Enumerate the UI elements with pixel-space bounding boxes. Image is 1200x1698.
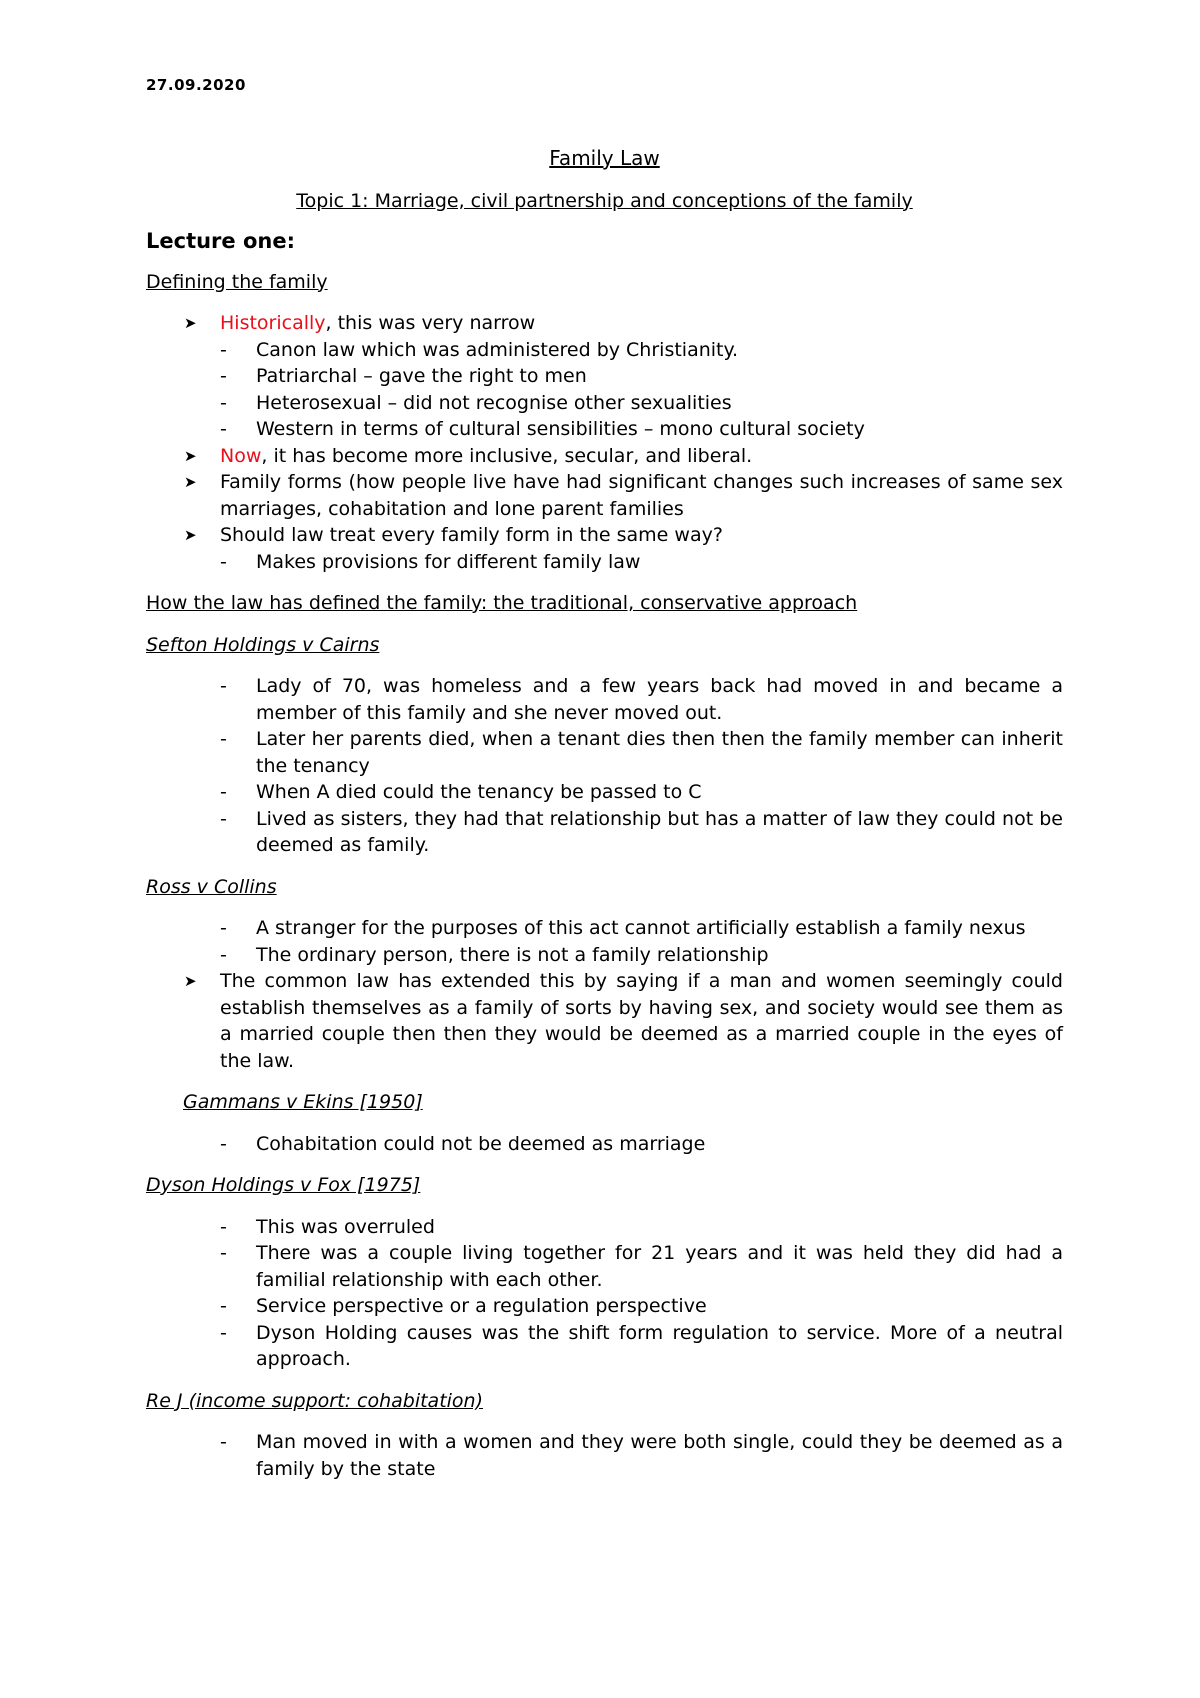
item-text: Later her parents died, when a tenant dies then then the family member can inherit the tenancy <box>256 728 1063 777</box>
dash-bullet-icon: - <box>220 1431 227 1453</box>
topic-subtitle: Topic 1: Marriage, civil partnership and conceptions of the family <box>296 189 913 212</box>
lecture-heading: Lecture one: <box>146 229 295 253</box>
case-title-re-j: Re J (income support: cohabitation) <box>146 1389 483 1412</box>
case-title-dyson: Dyson Holdings v Fox [1975] <box>146 1174 421 1196</box>
list-item <box>146 942 1063 969</box>
gammans-list <box>146 1131 1063 1158</box>
section-heading-traditional-approach: How the law has defined the family: the traditional, conservative approach <box>146 592 858 614</box>
list-item <box>146 726 1063 779</box>
dash-bullet-icon: - <box>220 550 227 573</box>
item-text: Heterosexual – did not recognise other sexualities <box>256 391 732 414</box>
list-item <box>146 310 1063 337</box>
section-heading-defining-family: Defining the family <box>146 270 328 293</box>
list-item <box>146 1240 1063 1293</box>
dash-bullet-icon: - <box>220 1132 227 1155</box>
item-text: Lady of 70, was homeless and a few years back had moved in and became a member of this family and she never moved out. <box>256 675 1063 724</box>
item-text: Family forms (how people live have had significant changes such increases of same sex marriages, cohabitation and lone parent families <box>220 471 1063 520</box>
ross-list <box>146 915 1063 1074</box>
item-text: The ordinary person, there is not a family relationship <box>256 943 769 966</box>
list-item <box>146 443 1063 470</box>
list-item <box>146 779 1063 806</box>
item-text: This was overruled <box>256 1215 435 1238</box>
list-item <box>146 1429 1063 1482</box>
list-item <box>146 522 1063 549</box>
highlight-text: Historically <box>220 312 326 334</box>
dash-bullet-icon: - <box>220 1215 227 1238</box>
list-item <box>146 968 1063 1074</box>
item-text: Lived as sisters, they had that relationship but has a matter of law they could not be deemed as family. <box>256 807 1063 856</box>
sefton-list <box>146 673 1063 859</box>
arrow-bullet-icon: ➤ <box>184 473 197 491</box>
dash-bullet-icon: - <box>220 338 227 361</box>
dash-bullet-icon: - <box>220 418 227 440</box>
list-item <box>146 469 1063 522</box>
document-body <box>146 145 1063 1497</box>
list-item <box>146 549 1063 576</box>
dyson-list <box>146 1214 1063 1373</box>
list-item <box>146 390 1063 417</box>
dash-bullet-icon: - <box>220 728 227 750</box>
item-text: Cohabitation could not be deemed as marriage <box>256 1132 706 1155</box>
defining-family-list <box>146 310 1063 575</box>
case-title-ross: Ross v Collins <box>146 875 277 898</box>
item-text: Should law treat every family form in the same way? <box>220 524 723 546</box>
list-item <box>146 337 1063 364</box>
item-text: When A died could the tenancy be passed to C <box>256 781 702 803</box>
item-text: Dyson Holding causes was the shift form regulation to service. More of a neutral approach. <box>256 1321 1063 1370</box>
arrow-bullet-icon: ➤ <box>184 446 197 465</box>
item-text: Patriarchal – gave the right to men <box>256 365 587 387</box>
highlight-text: Now <box>220 444 262 467</box>
item-text: The common law has extended this by saying if a man and women seemingly could establish themselves as a family of sorts by having sex, and society would see them as a married couple then then they would be deemed as a married couple in the eyes of the law. <box>220 970 1063 1072</box>
dash-bullet-icon: - <box>220 781 227 803</box>
dash-bullet-icon: - <box>220 943 227 966</box>
list-item <box>146 1293 1063 1320</box>
item-text: , it has become more inclusive, secular, and liberal. <box>261 444 753 467</box>
item-text: , this was very narrow <box>325 312 536 334</box>
list-item <box>146 1214 1063 1241</box>
item-text: Makes provisions for different family law <box>256 550 641 573</box>
item-text: Service perspective or a regulation perspective <box>256 1295 707 1317</box>
item-text: Western in terms of cultural sensibilities – mono cultural society <box>256 418 865 440</box>
list-item <box>146 673 1063 726</box>
dash-bullet-icon: - <box>220 1242 227 1264</box>
list-item <box>146 416 1063 443</box>
list-item <box>146 363 1063 390</box>
item-text: Man moved in with a women and they were both single, could they be deemed as a family by the state <box>256 1431 1063 1480</box>
dash-bullet-icon: - <box>220 675 227 697</box>
arrow-bullet-icon: ➤ <box>184 526 197 544</box>
document-date: 27.09.2020 <box>146 76 246 94</box>
dash-bullet-icon: - <box>220 1321 227 1344</box>
case-title-sefton: Sefton Holdings v Cairns <box>146 633 380 656</box>
case-title-gammans: Gammans v Ekins [1950] <box>183 1091 423 1113</box>
list-item <box>146 1131 1063 1158</box>
dash-bullet-icon: - <box>220 391 227 414</box>
item-text: There was a couple living together for 21 years and it was held they did had a familial relationship with each other. <box>256 1242 1063 1291</box>
arrow-bullet-icon: ➤ <box>184 972 197 990</box>
dash-bullet-icon: - <box>220 365 227 387</box>
list-item <box>146 1320 1063 1373</box>
arrow-bullet-icon: ➤ <box>184 314 197 332</box>
document-title: Family Law <box>549 146 660 170</box>
dash-bullet-icon: - <box>220 917 227 939</box>
re-j-list <box>146 1429 1063 1482</box>
dash-bullet-icon: - <box>220 1295 227 1317</box>
list-item <box>146 806 1063 859</box>
list-item <box>146 915 1063 942</box>
item-text: Canon law which was administered by Christianity. <box>256 338 739 361</box>
item-text: A stranger for the purposes of this act cannot artificially establish a family nexus <box>256 917 1026 939</box>
dash-bullet-icon: - <box>220 807 227 830</box>
